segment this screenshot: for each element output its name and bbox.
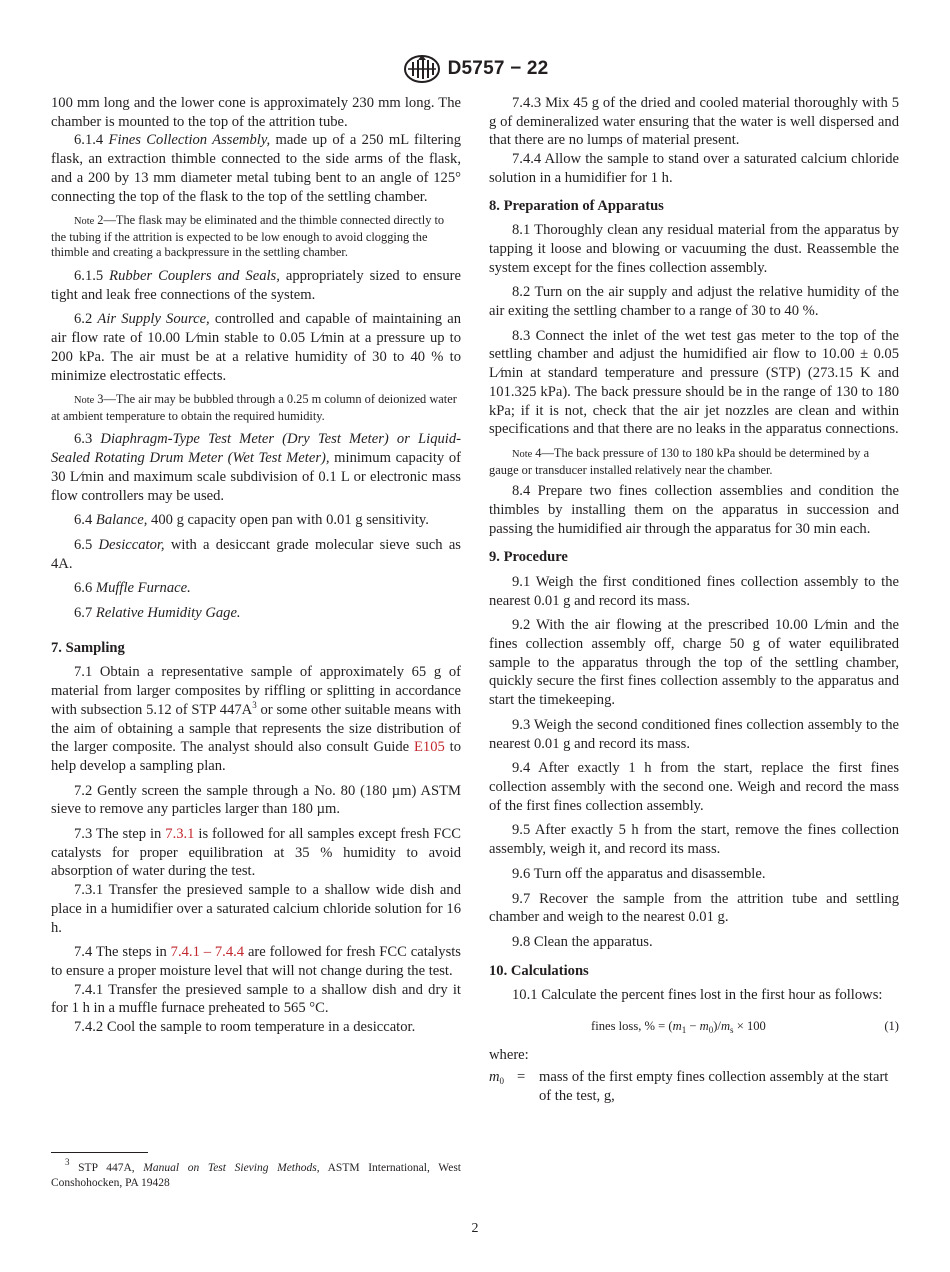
- section-7-2: 7.2 Gently screen the sample through a No. 80 (180 µm) ASTM sieve to remove any particles larger than 180 µm.: [51, 782, 461, 818]
- section-6-6: 6.6 Muffle Furnace.: [74, 580, 191, 597]
- section-9-3: 9.3 Weigh the second conditioned fines collection assembly to the nearest 0.01 g and record its mass.: [489, 716, 899, 752]
- note-2: Note 2—The flask may be eliminated and the thimble connected directly to the tubing if the attrition is expected to be low enough to avoid clogging the thimble and creating a backpressure in the settling chamber.: [51, 213, 445, 260]
- document-designation: D5757 − 22: [447, 58, 549, 79]
- section-9-5: 9.5 After exactly 5 h from the start, remove the fines collection assembly, weigh it, and record its mass.: [489, 822, 899, 858]
- section-9-6: 9.6 Turn off the apparatus and disassemble.: [512, 865, 766, 882]
- note-3: Note 3—The air may be bubbled through a 0.25 m column of deionized water at ambient temperature to obtain the required humidity.: [51, 392, 457, 423]
- section-8-3: 8.3 Connect the inlet of the wet test gas meter to the top of the settling chamber and adjust the humidified air flow to 10.00 ± 0.05 L⁄min at standard temperature and pressure (STP) (273.15 K and 101.325 kPa). The back pressure should be in the range of 130 to 180 kPa; if it is not, check that the air jet nozzles are clean and within specifications and that there are no leaks in the apparatus connections.: [489, 327, 899, 438]
- section-7-3: 7.3 The step in 7.3.1 is followed for all samples except fresh FCC catalysts for proper equilibration at 35 % humidity to avoid absorption of water during the test.: [51, 826, 461, 880]
- section-9-8: 9.8 Clean the apparatus.: [512, 933, 653, 950]
- section-6-5: 6.5 Desiccator, with a desiccant grade molecular sieve such as 4A.: [51, 536, 461, 572]
- variable-equals: =: [517, 1069, 526, 1086]
- section-10-1: 10.1 Calculate the percent fines lost in the first hour as follows:: [512, 987, 883, 1004]
- section-heading-10: 10. Calculations: [489, 962, 589, 979]
- equation-number: (1): [884, 1019, 899, 1034]
- astm-logo-icon: [402, 54, 442, 84]
- page-number: 2: [471, 1221, 479, 1236]
- where-label: where:: [489, 1046, 529, 1063]
- section-7-4: 7.4 The steps in 7.4.1 – 7.4.4 are followed for fresh FCC catalysts to ensure a proper moisture level that will not change during the test.: [51, 944, 461, 979]
- variable-symbol: $m_0$: [489, 1069, 505, 1087]
- section-heading-7: 7. Sampling: [51, 639, 125, 656]
- section-7-4-2: 7.4.2 Cool the sample to room temperature in a desiccator.: [74, 1019, 416, 1036]
- left-column: [51, 94, 461, 1037]
- section-heading-9: 9. Procedure: [489, 549, 568, 566]
- equation-formula: fines loss, % = $(m_1 - m_0)/m_s \times 100$: [591, 1019, 766, 1036]
- footnote-3: $^3$ STP 447A, Manual on Test Sieving Methods, ASTM International, West Conshohocken, PA 19428: [51, 1157, 462, 1189]
- section-6-1-4: 6.1.4 Fines Collection Assembly, made up of a 250 mL filtering flask, an extraction thimble connected to the side arms of the flask, and a 200 by 13 mm diameter metal tubing bent to an angle of 125° connecting the top of the flask to the top of the settling chamber.: [51, 132, 461, 205]
- variable-text: mass of the first empty fines collection assembly at the start of the test, g,: [539, 1069, 889, 1105]
- link-7-4-1-7-4-4[interactable]: 7.4.1 – 7.4.4: [170, 944, 245, 961]
- note-4: Note 4—The back pressure of 130 to 180 kPa should be determined by a gauge or transducer installed relatively near the chamber.: [489, 445, 870, 477]
- section-7-4-4: 7.4.4 Allow the sample to stand over a saturated calcium chloride solution in a humidifier for 1 h.: [489, 151, 899, 186]
- section-6-1-5: 6.1.5 Rubber Couplers and Seals, appropriately sized to ensure tight and leak free connections of the system.: [51, 268, 461, 303]
- variable-definition: [489, 1068, 899, 1105]
- footnote-divider: [51, 1152, 148, 1153]
- section-6-2: 6.2 Air Supply Source, controlled and capable of maintaining an air flow rate of 10.00 L⁄min stable to 0.05 L⁄min at a pressure up to 200 kPa. The air must be at a relative humidity of 30 to 40 % to minimize electrostatic effects.: [51, 311, 462, 384]
- section-7-4-3: 7.4.3 Mix 45 g of the dried and cooled material thoroughly with 5 g of demineralized water ensuring that the water is well dispersed and that there are no lumps of material present.: [489, 95, 899, 149]
- right-column: [489, 94, 899, 1106]
- section-9-4: 9.4 After exactly 1 h from the start, replace the first fines collection assembly with the second one. Weigh and record the mass of the first fines collection assembly.: [489, 760, 899, 814]
- page-header: [0, 54, 950, 84]
- link-7-3-1[interactable]: 7.3.1: [165, 826, 195, 843]
- section-heading-8: 8. Preparation of Apparatus: [489, 197, 664, 214]
- section-8-1: 8.1 Thoroughly clean any residual material from the apparatus by tapping it loose and blowing or vacuuming the dust. Reassemble the system except for the fines collection assembly.: [489, 222, 899, 276]
- link-e105[interactable]: E105: [413, 739, 445, 756]
- paragraph: 100 mm long and the lower cone is approximately 230 mm long. The chamber is mounted to the top of the attrition tube.: [51, 95, 461, 130]
- section-6-3: 6.3 Diaphragm-Type Test Meter (Dry Test Meter) or Liquid-Sealed Rotating Drum Meter (Wet Test Meter), minimum capacity of 30 L⁄min and maximum scale subdivision of 0.1 L or electronic mass flow controllers may be used.: [51, 431, 462, 504]
- section-8-4: 8.4 Prepare two fines collection assemblies and condition the thimbles by installing them on the apparatus in succession and passing the humidified air through the apparatus for 30 min each.: [489, 483, 899, 537]
- section-9-1: 9.1 Weigh the first conditioned fines collection assembly to the nearest 0.01 g and record its mass.: [489, 573, 899, 609]
- section-9-7: 9.7 Recover the sample from the attrition tube and settling chamber and weigh to the nearest 0.01 g.: [489, 890, 899, 926]
- section-9-2: 9.2 With the air flowing at the prescribed 10.00 L⁄min and the fines collection assembly off, charge 50 g of water equilibrated sample to the apparatus through the top of the settling chamber, quickly secure the first fines collection assembly to the apparatus and start the timekeeping.: [489, 617, 899, 709]
- section-6-7: 6.7 Relative Humidity Gage.: [74, 605, 241, 622]
- section-7-3-1: 7.3.1 Transfer the presieved sample to a shallow wide dish and place in a humidifier over a saturated calcium chloride solution for 16 h.: [51, 882, 461, 936]
- section-8-2: 8.2 Turn on the air supply and adjust the relative humidity of the air exiting the settling chamber to a range of 30 to 40 %.: [489, 284, 899, 320]
- section-7-1: 7.1 Obtain a representative sample of approximately 65 g of material from larger composites by riffling or splitting in accordance with subsection 5.12 of STP $447A^3$ or some other suitable means with the aim of obtaining a sample that represents the size distribution of the larger composite. The analyst should also consult Guide E105 to help develop a sampling plan.: [51, 664, 462, 774]
- equation-1: [489, 1017, 899, 1036]
- section-7-4-1: 7.4.1 Transfer the presieved sample to a shallow dish and dry it for 1 h in a muffle furnace preheated to 565 °C.: [51, 981, 461, 1017]
- section-6-4: 6.4 Balance, 400 g capacity open pan with 0.01 g sensitivity.: [74, 512, 429, 529]
